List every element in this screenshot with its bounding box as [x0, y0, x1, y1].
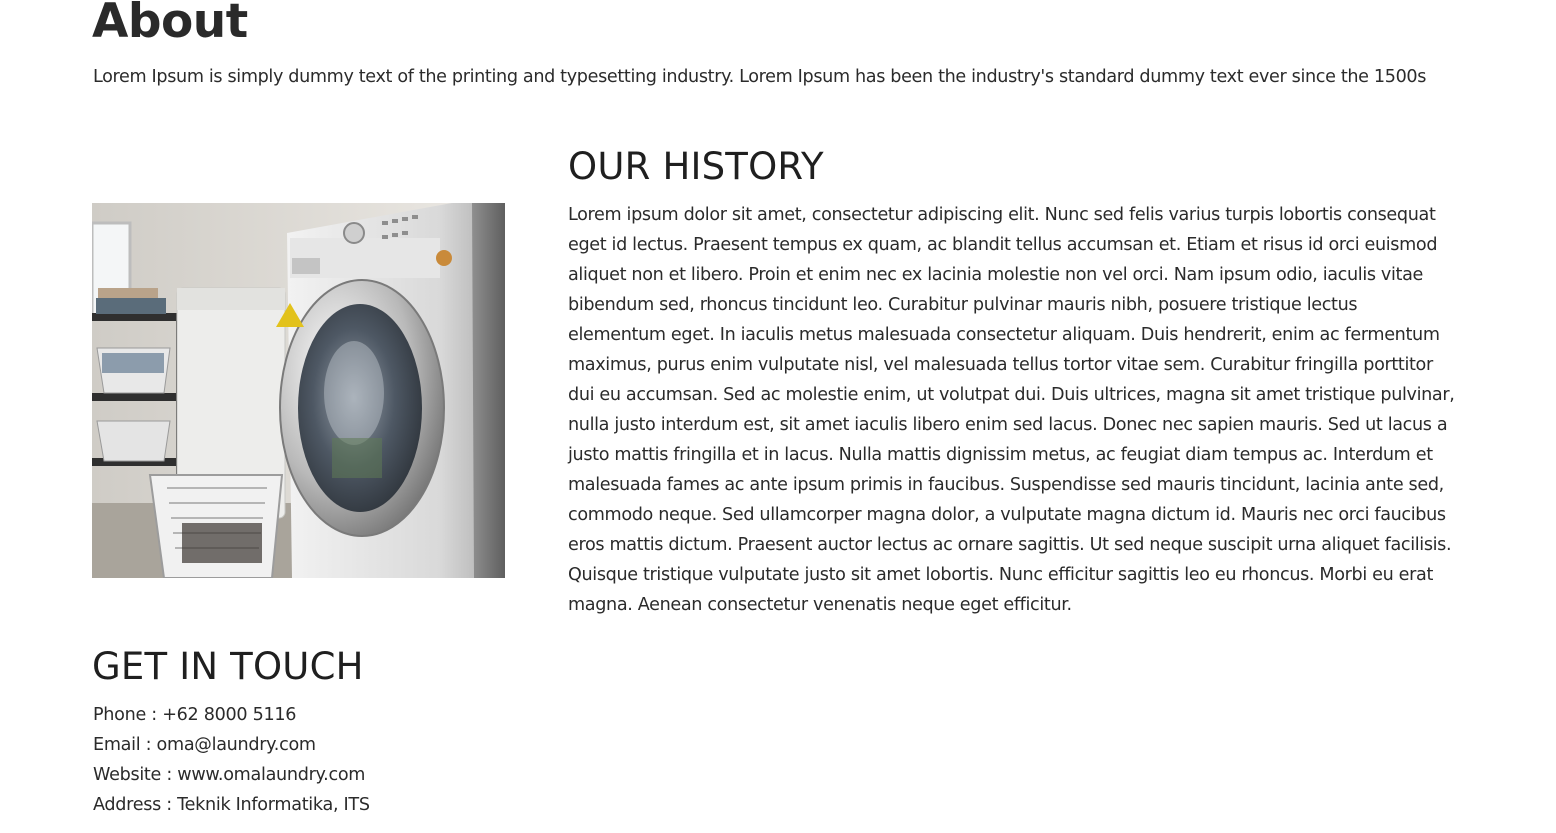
history-line: commodo neque. Sed ullamcorper magna dolor, a vulputate magna dictum id. Mauris nec orci faucibus: [568, 505, 1446, 525]
laundry-photo: [92, 203, 505, 578]
history-line: bibendum sed, rhoncus tincidunt leo. Curabitur pulvinar mauris nibh, posuere tristique lectus: [568, 295, 1358, 315]
history-line: magna. Aenean consectetur venenatis neque eget efficitur.: [568, 595, 1072, 615]
history-line: aliquet non et libero. Proin et enim nec ex lacinia molestie non vel orci. Nam ipsum odio, iaculis vitae: [568, 265, 1423, 285]
contact-email: Email : oma@laundry.com: [93, 735, 316, 755]
history-line: Quisque tristique vulputate justo sit amet lobortis. Nunc efficitur sagittis leo eu rhoncus. Morbi eu erat: [568, 565, 1434, 585]
history-line: nulla justo interdum est, sit amet iaculis libero enim sed lacus. Donec nec sapien mauris. Sed ut lacus a: [568, 415, 1448, 435]
history-line: maximus, purus enim vulputate nisl, vel malesuada tellus tortor vitae sem. Curabitur fringilla porttitor: [568, 355, 1433, 375]
contact-phone: Phone : +62 8000 5116: [93, 705, 297, 725]
about-lead-text: Lorem Ipsum is simply dummy text of the printing and typesetting industry. Lorem Ipsum has been the industry's standard dummy text ever since the 1500s: [93, 67, 1427, 87]
contact-website: Website : www.omalaundry.com: [93, 765, 366, 785]
history-line: malesuada fames ac ante ipsum primis in faucibus. Suspendisse sed mauris tincidunt, lacinia ante sed,: [568, 475, 1444, 495]
history-heading: OUR HISTORY: [568, 145, 824, 188]
contact-address: Address : Teknik Informatika, ITS: [93, 795, 370, 815]
history-line: justo mattis fringilla et in lacus. Nulla mattis dignissim metus, ac feugiat diam tempus ac. Interdum et: [568, 445, 1433, 465]
contact-heading: GET IN TOUCH: [92, 645, 364, 688]
history-line: elementum eget. In iaculis metus malesuada consectetur aliquam. Duis hendrerit, enim ac fermentum: [568, 325, 1440, 345]
history-paragraph: [568, 200, 1488, 620]
history-line: dui eu accumsan. Sed ac molestie enim, ut volutpat dui. Duis ultrices, magna sit amet tristique pulvinar,: [568, 385, 1455, 405]
history-line: eros mattis dictum. Praesent auctor lectus ac ornare sagittis. Ut sed neque suscipit urna aliquet facilisis.: [568, 535, 1452, 555]
history-line: eget id lectus. Praesent tempus ex quam, ac blandit tellus accumsan et. Etiam et risus id orci euismod: [568, 235, 1438, 255]
contact-details: [93, 700, 370, 820]
history-line: Lorem ipsum dolor sit amet, consectetur adipiscing elit. Nunc sed felis varius turpis lobortis consequat: [568, 205, 1436, 225]
page-title: About: [92, 0, 248, 49]
